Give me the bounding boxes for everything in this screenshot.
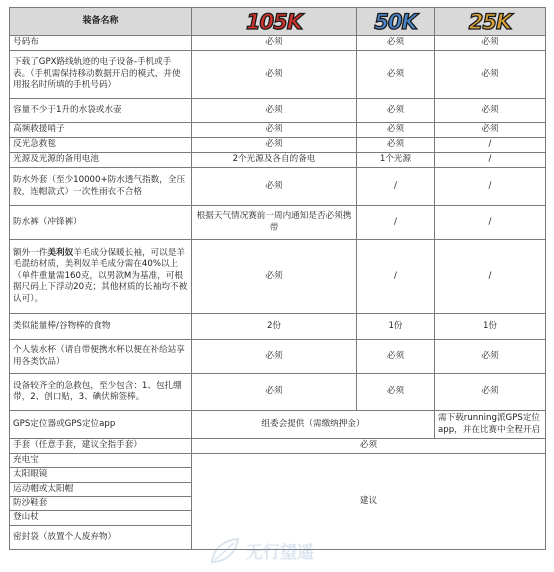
value-25k: 1份 [435, 314, 546, 340]
value-50k: 必须 [357, 99, 435, 123]
item-cell: 手套（任意手套，建议全指手套） [10, 439, 192, 454]
item-cell: 防水裤（冲锋裤） [10, 206, 192, 240]
value-50k: / [357, 240, 435, 314]
value-all: 必须 [192, 439, 546, 454]
equipment-table [9, 7, 546, 550]
watermark-text: 无行望遥 [246, 543, 314, 563]
value-50k: / [357, 168, 435, 206]
suggested-item-cell: 登山杖 [10, 511, 192, 525]
item-text-pre: 额外一件 [13, 248, 48, 259]
header-equipment-name: 装备名称 [10, 8, 192, 36]
item-text-post: 羊毛成分保暖长袖，可以是羊毛混纺材质，美利奴羊毛成分需在40%以上（单件重量需160克，以男款M为基准，可根据尺码上下浮动20克；其他材质的长袖均不被认可）。 [13, 248, 188, 304]
table-row [10, 51, 546, 99]
suggested-item-cell: 密封袋（放置个人废弃物） [10, 525, 192, 549]
value-105k: 必须 [192, 36, 357, 51]
suggested-item-cell: 太阳眼镜 [10, 468, 192, 482]
value-50k: 必须 [357, 51, 435, 99]
value-25k: 必须 [435, 51, 546, 99]
table-row [10, 454, 546, 468]
value-105k: 必须 [192, 168, 357, 206]
value-50k: 必须 [357, 36, 435, 51]
item-cell: 类似能量棒/谷物棒的食物 [10, 314, 192, 340]
table-row [10, 240, 546, 314]
value-25k: 必须 [435, 36, 546, 51]
item-cell: 个人装水杯（请自带便携水杯以便在补给站享用各类饮品） [10, 340, 192, 374]
header-105k [192, 8, 357, 36]
table-row [10, 36, 546, 51]
value-25k: / [435, 240, 546, 314]
header-row [10, 8, 546, 36]
table-row [10, 138, 546, 153]
item-cell: 号码布 [10, 36, 192, 51]
value-105k: 必须 [192, 123, 357, 138]
value-25k: 必须 [435, 374, 546, 411]
value-105k: 必须 [192, 240, 357, 314]
suggested-item-cell: 防沙鞋套 [10, 497, 192, 511]
value-105k: 2份 [192, 314, 357, 340]
value-25k: / [435, 153, 546, 168]
item-cell [10, 240, 192, 314]
table-row [10, 153, 546, 168]
item-cell: 设备较齐全的急救包，至少包含：1、包扎绷带，2、创口贴，3、碘伏棉签棒。 [10, 374, 192, 411]
item-cell: 光源及光源的备用电池 [10, 153, 192, 168]
suggested-value: 建议 [192, 454, 546, 550]
value-105k: 必须 [192, 374, 357, 411]
value-25k: 必须 [435, 340, 546, 374]
suggested-item-cell: 充电宝 [10, 454, 192, 468]
table-row [10, 168, 546, 206]
value-105k: 根据天气情况赛前一周内通知是否必须携带 [192, 206, 357, 240]
header-25k [435, 8, 546, 36]
badge-105k: 105K [245, 9, 303, 34]
value-25k: 必须 [435, 123, 546, 138]
value-105k-50k: 组委会提供（需缴纳押金） [192, 411, 435, 439]
value-25k: / [435, 138, 546, 153]
table-row [10, 411, 546, 439]
value-50k: 1个光源 [357, 153, 435, 168]
value-50k: 必须 [357, 138, 435, 153]
value-50k: 必须 [357, 123, 435, 138]
equipment-table-wrapper [9, 7, 545, 550]
badge-50k: 50K [374, 9, 417, 34]
item-cell: 高频救援哨子 [10, 123, 192, 138]
table-row [10, 99, 546, 123]
value-25k: 必须 [435, 99, 546, 123]
value-50k: 必须 [357, 374, 435, 411]
table-row [10, 340, 546, 374]
value-25k: 需下载running派GPS定位app，并在比赛中全程开启 [435, 411, 546, 439]
value-105k: 必须 [192, 340, 357, 374]
value-105k: 必须 [192, 51, 357, 99]
badge-25k: 25K [468, 9, 512, 34]
table-row [10, 206, 546, 240]
suggested-item-cell: 运动帽或太阳帽 [10, 482, 192, 496]
value-105k: 2个光源及各自的备电 [192, 153, 357, 168]
value-50k: 必须 [357, 340, 435, 374]
item-cell: 防水外套（至少10000+防水透气指数，全压胶，连帽款式）一次性雨衣不合格 [10, 168, 192, 206]
table-row [10, 439, 546, 454]
table-row [10, 374, 546, 411]
item-cell: 容量不少于1升的水袋或水壶 [10, 99, 192, 123]
value-25k: / [435, 206, 546, 240]
value-105k: 必须 [192, 99, 357, 123]
value-25k: / [435, 168, 546, 206]
table-row [10, 123, 546, 138]
value-50k: 1份 [357, 314, 435, 340]
header-50k [357, 8, 435, 36]
item-cell: 反光急救毯 [10, 138, 192, 153]
value-105k: 必须 [192, 138, 357, 153]
table-row [10, 314, 546, 340]
item-text-bold: 美利奴 [47, 248, 74, 259]
value-50k: / [357, 206, 435, 240]
item-cell: GPS定位器或GPS定位app [10, 411, 192, 439]
item-cell: 下载了GPX路线轨迹的电子设备-手机或手表。（手机需保持移动数据开启的模式，并使用报名时所填的手机号码） [10, 51, 192, 99]
